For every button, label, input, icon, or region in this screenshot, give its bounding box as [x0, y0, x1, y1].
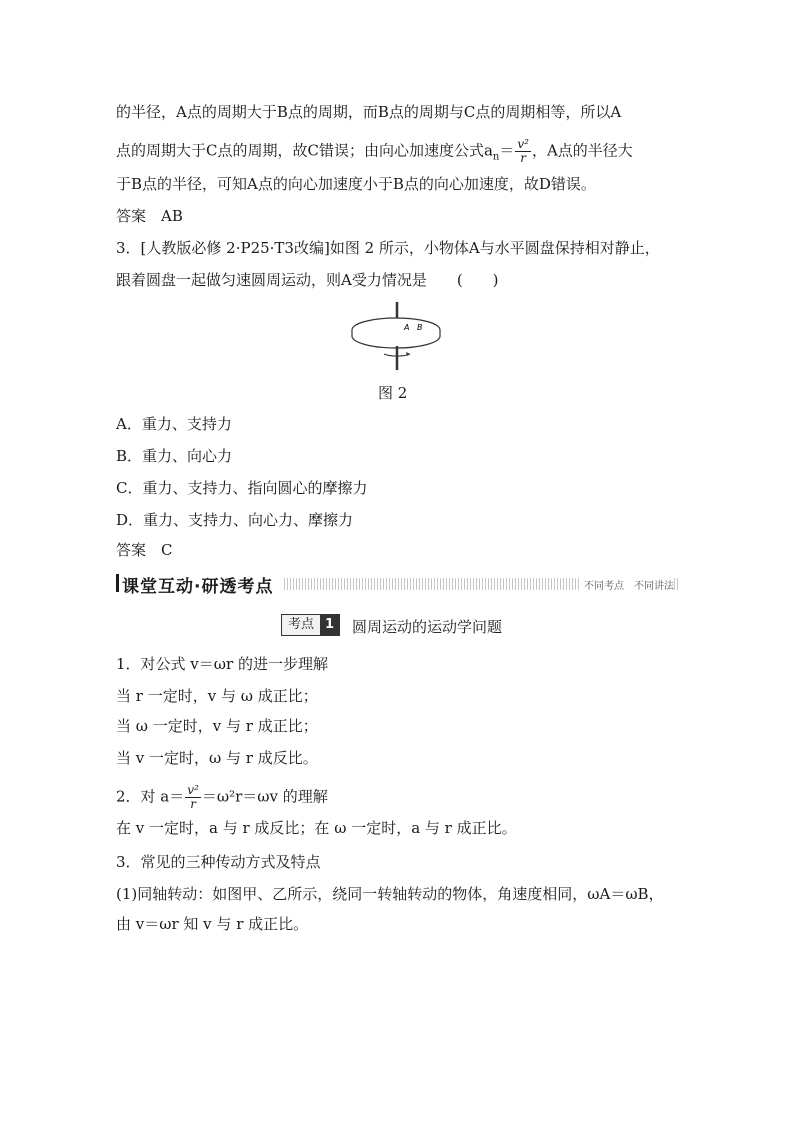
sec2-heading: [116, 784, 328, 811]
sec1-line-b: 当 ω 一定时，v 与 r 成正比；: [116, 717, 318, 735]
sec2-body: 在 v 一定时，a 与 r 成反比；在 ω 一定时，a 与 r 成正比。: [116, 819, 517, 837]
sec3-line-2: 由 v＝ωr 知 v 与 r 成正比。: [116, 915, 309, 933]
section-banner: [116, 572, 678, 596]
sec2-fraction-numerator: v²: [187, 783, 199, 797]
subscript-n: n: [492, 151, 500, 163]
choice-c: C．重力、支持力、指向圆心的摩擦力: [116, 479, 368, 497]
question-3-line-1: 3．[人教版必修 2·P25·T3改编]如图 2 所示，小物体A与水平圆盘保持相对静止，: [116, 239, 660, 257]
sec3-line-1: (1)同轴转动：如图甲、乙所示，绕同一转轴转动的物体，角速度相同，ωA＝ωB，: [116, 885, 664, 903]
sec1-line-c: 当 v 一定时，ω 与 r 成反比。: [116, 749, 318, 767]
sec2-fraction-denominator: r: [190, 797, 196, 811]
disc-edge: [352, 330, 440, 348]
kaodian-number: 1: [320, 615, 339, 635]
equals-sign: ＝: [499, 141, 515, 160]
sec2-fraction: [185, 784, 201, 811]
kaodian-title: 圆周运动的运动学问题: [352, 618, 503, 636]
choice-a: A．重力、支持力: [116, 415, 232, 433]
paragraph-line-3: 于B点的半径，可知A点的向心加速度小于B点的向心加速度，故D错误。: [116, 175, 596, 193]
label-b: B: [417, 323, 423, 332]
answer-ab: 答案 AB: [116, 207, 183, 225]
label-a: A: [404, 323, 410, 332]
banner-bar: [116, 574, 119, 592]
kaodian-badge: [281, 614, 340, 636]
paragraph-line-2-text: 点的周期大于C点的周期，故C错误；由向心加速度公式a: [116, 141, 493, 160]
fraction-v2-over-r: [515, 138, 531, 165]
sec2-heading-a: 2．对 a＝: [116, 787, 185, 806]
choice-d: D．重力、支持力、向心力、摩擦力: [116, 511, 354, 529]
figure-caption: 图 2: [378, 384, 408, 402]
kaodian-label: 考点: [282, 615, 320, 635]
sec3-heading: 3．常见的三种传动方式及特点: [116, 853, 321, 871]
banner-note: 不同考点 不同讲法: [580, 577, 674, 592]
question-3-line-2: 跟着圆盘一起做匀速圆周运动，则A受力情况是 ( ): [116, 271, 499, 289]
disc-figure: [346, 300, 446, 372]
answer-c: 答案 C: [116, 541, 173, 559]
fraction-denominator: r: [520, 151, 527, 165]
sec1-line-a: 当 r 一定时，v 与 ω 成正比；: [116, 687, 318, 705]
choice-b: B．重力、向心力: [116, 447, 233, 465]
paragraph-line-2: [116, 138, 633, 168]
sec1-heading: 1．对公式 v＝ωr 的进一步理解: [116, 655, 328, 673]
banner-title: 课堂互动·研透考点: [122, 577, 274, 597]
sec2-heading-b: ＝ω²r＝ωv 的理解: [201, 787, 328, 806]
paragraph-line-2-tail: ，A点的半径大: [531, 141, 633, 160]
paragraph-line-1: 的半径，A点的周期大于B点的周期，而B点的周期与C点的周期相等，所以A: [116, 103, 622, 121]
fraction-numerator: v²: [517, 137, 529, 151]
